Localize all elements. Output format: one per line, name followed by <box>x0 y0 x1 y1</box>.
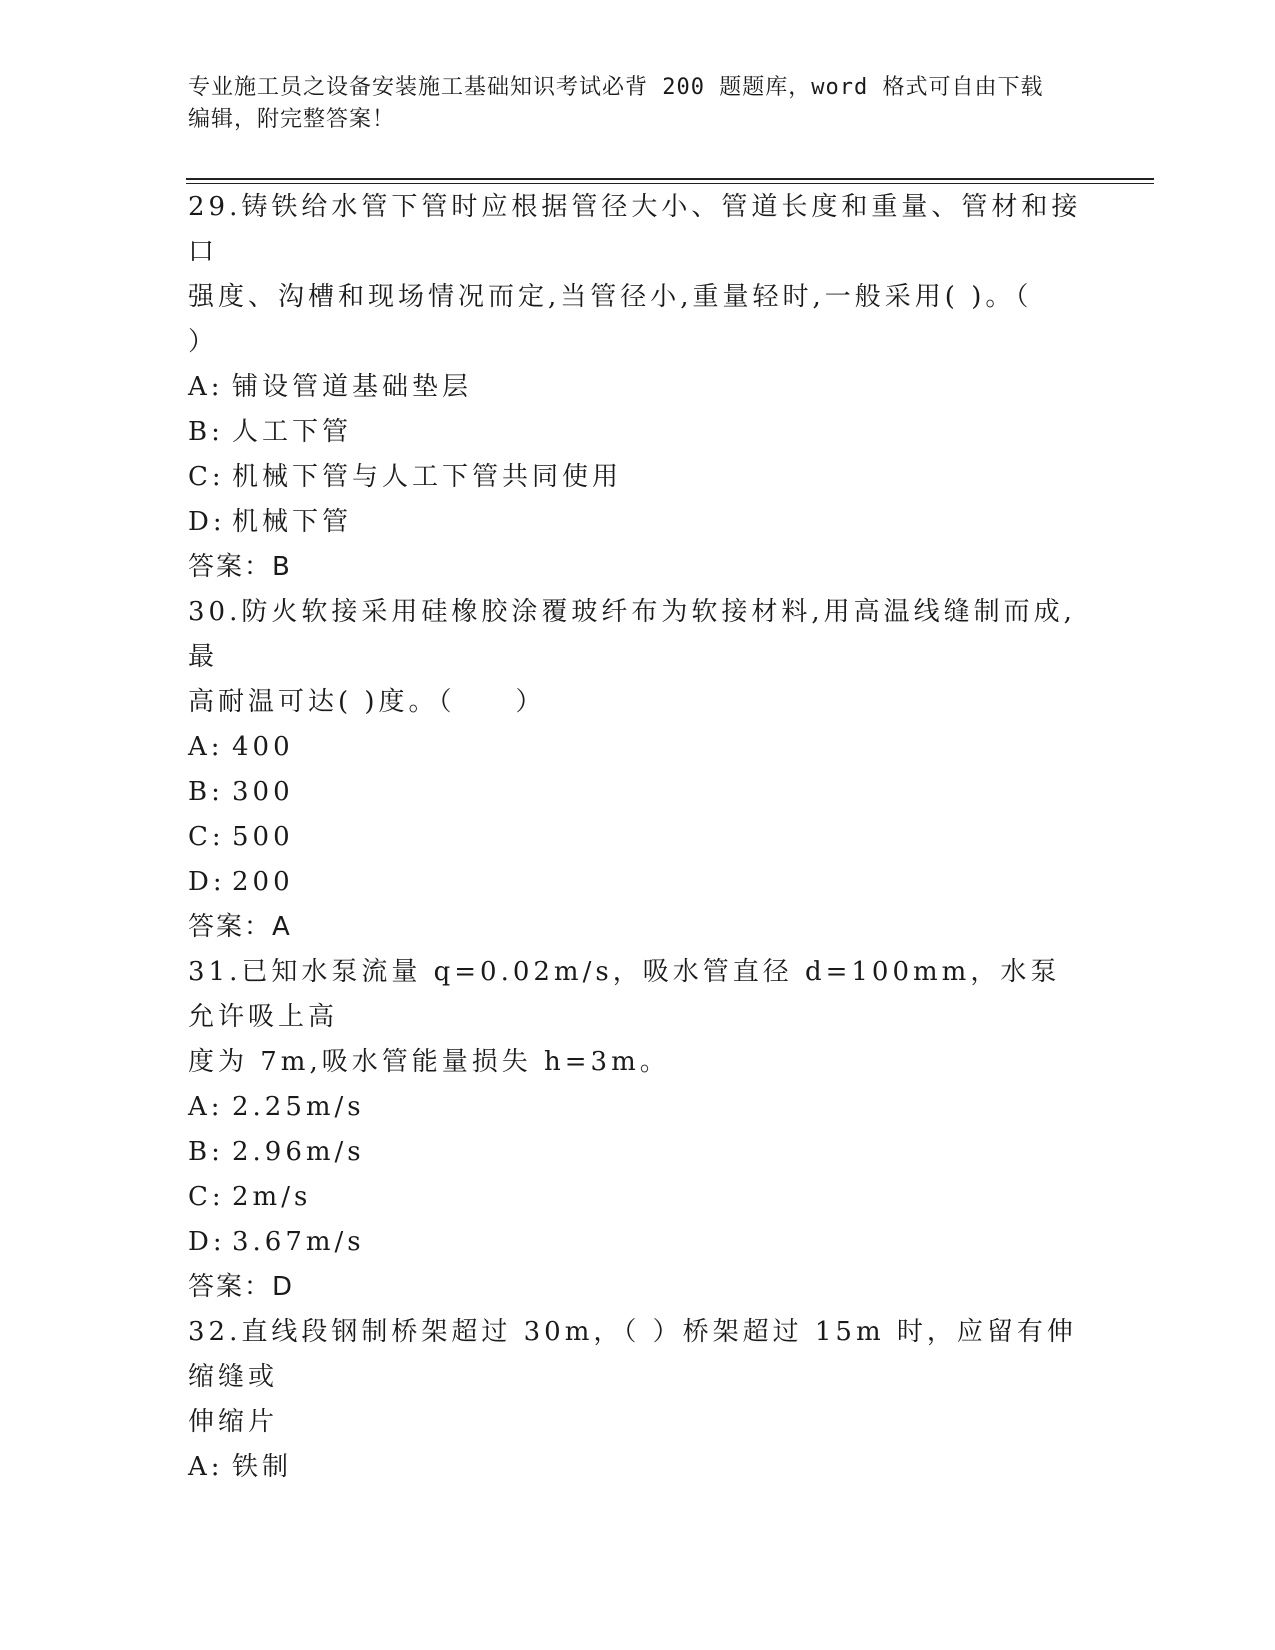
answer-label: 答案：A <box>188 912 292 942</box>
option-letter: A: <box>188 1092 224 1122</box>
option-letter: D: <box>188 867 226 897</box>
option-letter: A: <box>188 1452 224 1482</box>
option-text: 3.67m/s <box>232 1227 365 1257</box>
question-text-line: 29.铸铁给水管下管时应根据管径大小、管道长度和重量、管材和接口 <box>188 192 1082 267</box>
option-text: 2.25m/s <box>232 1092 365 1122</box>
option-text: 铁制 <box>232 1452 293 1482</box>
question-text-line: ） <box>188 327 219 357</box>
question-text-line: 伸缩片 <box>188 1407 279 1437</box>
header-divider-thin <box>186 183 1154 184</box>
option-text: 200 <box>232 867 294 897</box>
option-text: 2.96m/s <box>232 1137 365 1167</box>
option-a <box>188 365 1088 410</box>
option-d <box>188 860 1088 905</box>
option-text: 机械下管与人工下管共同使用 <box>232 462 623 492</box>
option-letter: B: <box>188 1137 224 1167</box>
option-c <box>188 1175 1088 1220</box>
option-a <box>188 725 1088 770</box>
header-divider-thick <box>186 178 1154 180</box>
option-b <box>188 410 1088 455</box>
question-text-line: 高耐温可达( )度。（ ） <box>188 687 546 717</box>
question-text-line: 30.防火软接采用硅橡胶涂覆玻纤布为软接材料,用高温线缝制而成,最 <box>188 597 1076 672</box>
header-line-2: 编辑，附完整答案！ <box>188 107 396 132</box>
option-letter: D: <box>188 1227 226 1257</box>
question-text-line: 强度、沟槽和现场情况而定,当管径小,重量轻时,一般采用( )。（ <box>188 282 1033 312</box>
option-d <box>188 500 1088 545</box>
option-text: 铺设管道基础垫层 <box>232 372 473 402</box>
option-letter: C: <box>188 1182 225 1212</box>
question-text-line: 31.已知水泵流量 q=0.02m/s，吸水管直径 d=100mm，水泵允许吸上高 <box>188 957 1061 1032</box>
question-text-line: 32.直线段钢制桥架超过 30m，（ ）桥架超过 15m 时，应留有伸缩缝或 <box>188 1317 1077 1392</box>
option-letter: C: <box>188 822 225 852</box>
option-b <box>188 1130 1088 1175</box>
header-line-1: 专业施工员之设备安装施工基础知识考试必背 200 题题库，word 格式可自由下载 <box>188 75 1044 100</box>
question-30 <box>188 590 1088 950</box>
option-b <box>188 770 1088 815</box>
option-text: 300 <box>232 777 294 807</box>
option-d <box>188 1220 1088 1265</box>
option-letter: C: <box>188 462 225 492</box>
option-text: 人工下管 <box>232 417 353 447</box>
option-a <box>188 1445 1088 1490</box>
question-32 <box>188 1310 1088 1490</box>
option-c <box>188 815 1088 860</box>
question-text-line: 度为 7m,吸水管能量损失 h=3m。 <box>188 1047 670 1077</box>
option-letter: A: <box>188 372 224 402</box>
option-a <box>188 1085 1088 1130</box>
answer-label: 答案：B <box>188 552 292 582</box>
option-text: 2m/s <box>232 1182 312 1212</box>
option-text: 机械下管 <box>232 507 353 537</box>
option-letter: D: <box>188 507 226 537</box>
option-letter: A: <box>188 732 224 762</box>
document-header <box>188 72 1068 136</box>
option-letter: B: <box>188 777 224 807</box>
question-31 <box>188 950 1088 1310</box>
option-text: 400 <box>232 732 294 762</box>
option-text: 500 <box>232 822 294 852</box>
option-letter: B: <box>188 417 224 447</box>
answer-label: 答案：D <box>188 1272 295 1302</box>
option-c <box>188 455 1088 500</box>
question-29 <box>188 185 1088 590</box>
